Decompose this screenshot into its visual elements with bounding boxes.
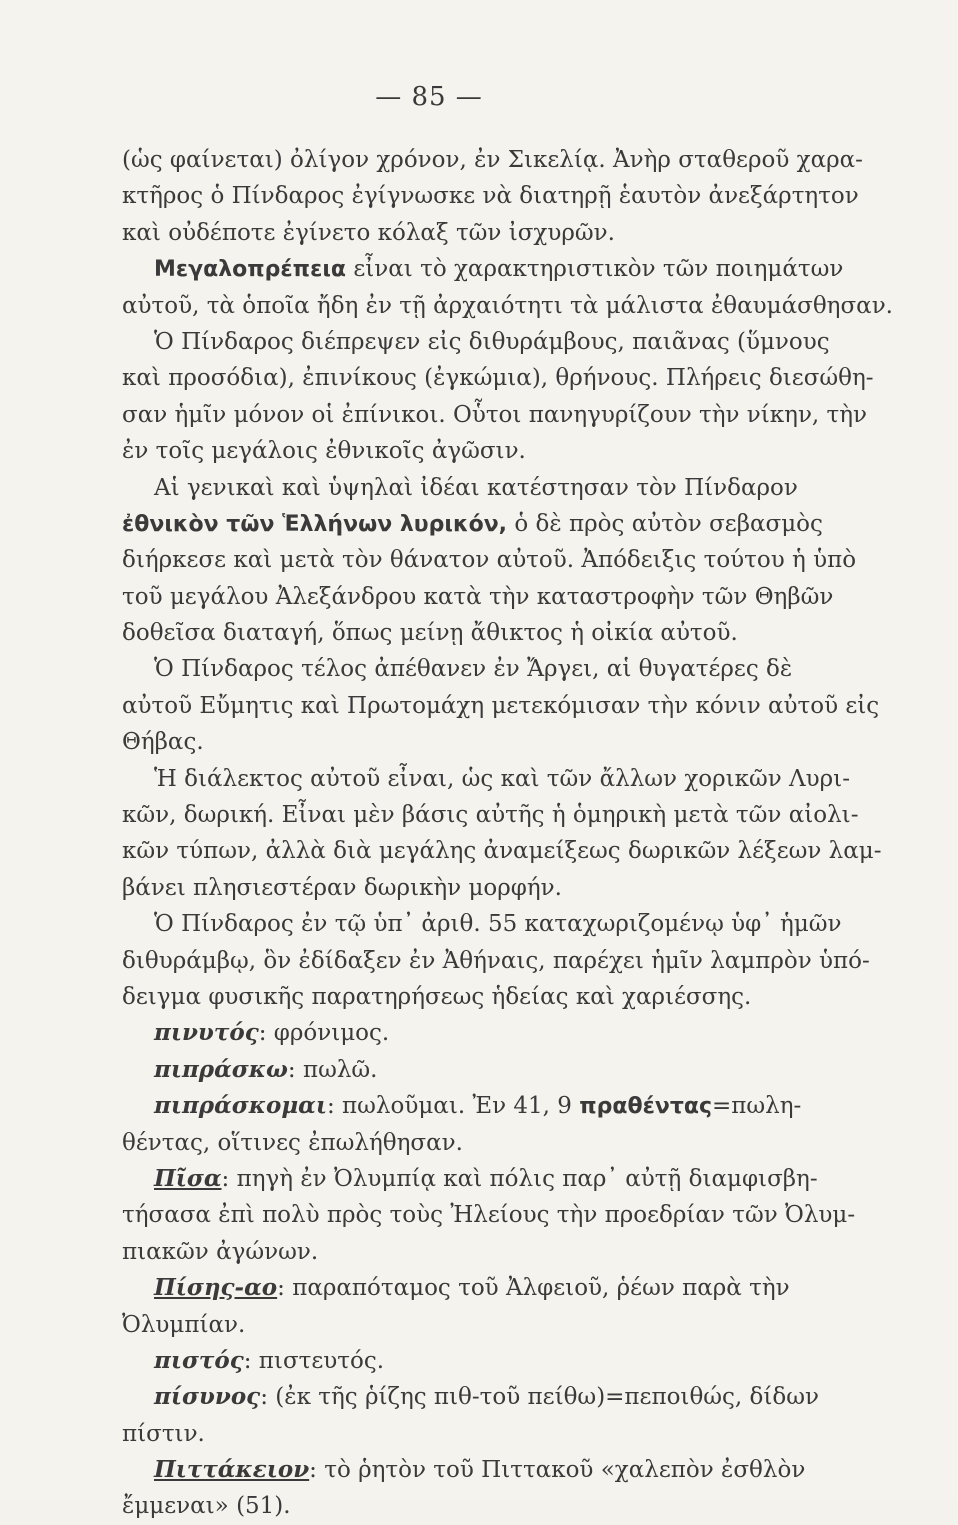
text-line [122, 1015, 790, 1051]
text-run: δειγμα φυσικῆς παρατηρήσεως ἡδείας καὶ χαριέσσης. [122, 983, 752, 1010]
text-run: : πωλῶ. [287, 1056, 378, 1083]
text-run: εἶναι τὸ χαρακτηριστικὸν τῶν ποιημάτων [346, 256, 844, 283]
text-line [122, 1125, 790, 1161]
text-line [122, 142, 863, 178]
text-run: Ὁ Πίνδαρος διέπρεψεν εἰς διθυράμβους, παιᾶνας (ὕμνους [154, 328, 830, 355]
text-line [122, 324, 830, 360]
glossary-term: πινυτός [154, 1019, 259, 1047]
glossary-term: Πῖσα [154, 1164, 222, 1192]
text-run: Ὁ Πίνδαρος ἐν τῷ ὑπ᾽ ἀριθ. 55 καταχωριζομένῳ ὑφ᾽ ἡμῶν [154, 911, 842, 938]
text-line [122, 1488, 790, 1524]
text-line [122, 1416, 790, 1452]
text-line [122, 1088, 802, 1124]
text-line [122, 178, 859, 214]
text-run: διθυράμβῳ, ὃν ἐδίδαξεν ἐν Ἀθήναις, παρέχει ἡμῖν λαμπρὸν ὑπό- [122, 947, 870, 974]
text-line [122, 1307, 790, 1343]
text-line [122, 1343, 790, 1379]
text-run: : παραπόταμος τοῦ Ἀλφειοῦ, ῥέων παρὰ τὴν [277, 1275, 790, 1302]
text-line [122, 615, 790, 651]
text-line [122, 360, 874, 396]
glossary-term: πίσυνος [154, 1383, 261, 1411]
text-run: : (ἐκ τῆς ῥίζης πιθ-τοῦ πείθω)=πεποιθώς, δίδων [260, 1384, 820, 1411]
text-run: : τὸ ῥητὸν τοῦ Πιττακοῦ «χαλεπὸν ἐσθλὸν [309, 1457, 806, 1484]
text-line [122, 1452, 806, 1488]
text-line [122, 470, 798, 506]
text-run: ἐν τοῖς μεγάλοις ἐθνικοῖς ἀγῶσιν. [122, 438, 526, 465]
text-run: Ὁ Πίνδαρος τέλος ἀπέθανεν ἐν Ἄργει, αἱ θυγατέρες δὲ [154, 656, 793, 683]
body-text [122, 142, 893, 1525]
text-run: πιακῶν ἀγώνων. [122, 1238, 319, 1265]
glossary-term: Πίσης-αο [154, 1274, 278, 1302]
text-run: αὐτοῦ Εὔμητις καὶ Πρωτομάχη μετεκόμισαν τὴν κόνιν αὐτοῦ εἰς [122, 692, 880, 719]
text-run: τοῦ μεγάλου Ἀλεξάνδρου κατὰ τὴν καταστροφὴν τῶν Θηβῶν [122, 583, 834, 610]
text-line [122, 506, 823, 542]
text-line [122, 397, 868, 433]
text-run: Ἡ διάλεκτος αὐτοῦ εἶναι, ὡς καὶ τῶν ἄλλων χορικῶν Λυρι- [154, 765, 850, 792]
text-line [122, 1379, 820, 1415]
glossary-term: Πιττάκειον [154, 1456, 310, 1484]
text-line [122, 433, 790, 469]
text-line [122, 979, 790, 1015]
text-run: : πιστευτός. [243, 1347, 385, 1374]
text-line [122, 870, 790, 906]
text-run: κῶν, δωρική. Εἶναι μὲν βάσις αὐτῆς ἡ ὁμηρικὴ μετὰ τῶν αἰολι- [122, 802, 859, 829]
text-line [122, 579, 834, 615]
text-run: βάνει πλησιεστέραν δωρικὴν μορφήν. [122, 874, 562, 901]
emphasis-text: πραθέντας [579, 1094, 713, 1120]
text-line [122, 724, 790, 760]
text-run: Θήβας. [122, 729, 204, 756]
text-line [122, 688, 880, 724]
text-run: σαν ἡμῖν μόνον οἱ ἐπίνικοι. Οὗτοι πανηγυρίζουν τὴν νίκην, τὴν [122, 401, 868, 428]
text-run: δοθεῖσα διαταγή, ὅπως μείνῃ ἄθικτος ἡ οἰκία αὐτοῦ. [122, 620, 738, 647]
text-run: ὁ δὲ πρὸς αὐτὸν σεβασμὸς [507, 510, 823, 537]
text-line [122, 761, 850, 797]
text-run: ἔμμεναι» (51). [122, 1493, 291, 1520]
text-run: (ὡς φαίνεται) ὀλίγον χρόνον, ἐν Σικελίᾳ. Ἀνὴρ σταθεροῦ χαρα- [122, 147, 863, 173]
text-run: : πωλοῦμαι. Ἐν 41, 9 [327, 1093, 580, 1120]
text-line [122, 1161, 818, 1197]
text-line [122, 288, 893, 324]
text-run: διήρκεσε καὶ μετὰ τὸν θάνατον αὐτοῦ. Ἀπόδειξις τούτου ἡ ὑπὸ [122, 547, 857, 574]
text-line [122, 797, 859, 833]
text-line [122, 542, 857, 578]
text-run: κῶν τύπων, ἀλλὰ διὰ μεγάλης ἀναμείξεως δωρικῶν λέξεων λαμ- [122, 838, 882, 865]
text-line [122, 251, 844, 287]
text-run: θέντας, οἵτινες ἐπωλήθησαν. [122, 1129, 463, 1156]
emphasis-text: ἐθνικὸν τῶν Ἑλλήνων λυρικόν, [122, 511, 508, 537]
text-line [122, 651, 793, 687]
text-run: =πωλη- [712, 1093, 802, 1120]
text-run: καὶ προσόδια), ἐπινίκους (ἐγκώμια), θρήνους. Πλήρεις διεσώθη- [122, 365, 874, 392]
text-run: αὐτοῦ, τὰ ὁποῖα ἤδη ἐν τῇ ἀρχαιότητι τὰ μάλιστα ἐθαυμάσθησαν. [122, 292, 893, 319]
text-run: Αἱ γενικαὶ καὶ ὑψηλαὶ ἰδέαι κατέστησαν τὸν Πίνδαρον [154, 474, 798, 501]
text-line [122, 1052, 790, 1088]
text-line [122, 1234, 790, 1270]
text-line [122, 1270, 790, 1306]
text-run: πίστιν. [122, 1420, 205, 1447]
text-run: Ὀλυμπίαν. [122, 1311, 246, 1338]
page-number: — 85 — [375, 82, 483, 112]
text-line [122, 215, 790, 251]
text-run: τήσασα ἐπὶ πολὺ πρὸς τοὺς Ἠλείους τὴν προεδρίαν τῶν Ὀλυμ- [122, 1202, 856, 1229]
text-line [122, 906, 842, 942]
text-line [122, 833, 882, 869]
emphasis-text: Μεγαλοπρέπεια [154, 257, 347, 283]
text-run: κτῆρος ὁ Πίνδαρος ἐγίγνωσκε νὰ διατηρῇ ἑαυτὸν ἀνεξάρτητον [122, 183, 859, 210]
text-line [122, 943, 870, 979]
glossary-term: πιπράσκω [154, 1055, 288, 1083]
text-run: : πηγὴ ἐν Ὀλυμπίᾳ καὶ πόλις παρ᾽ αὐτῇ διαμφισβη- [221, 1165, 818, 1192]
glossary-term: πιπράσκομαι [154, 1092, 327, 1120]
text-run: καὶ οὐδέποτε ἐγίνετο κόλαξ τῶν ἰσχυρῶν. [122, 219, 615, 246]
text-line [122, 1197, 856, 1233]
glossary-term: πιστός [154, 1346, 244, 1374]
text-run: : φρόνιμος. [258, 1020, 390, 1047]
